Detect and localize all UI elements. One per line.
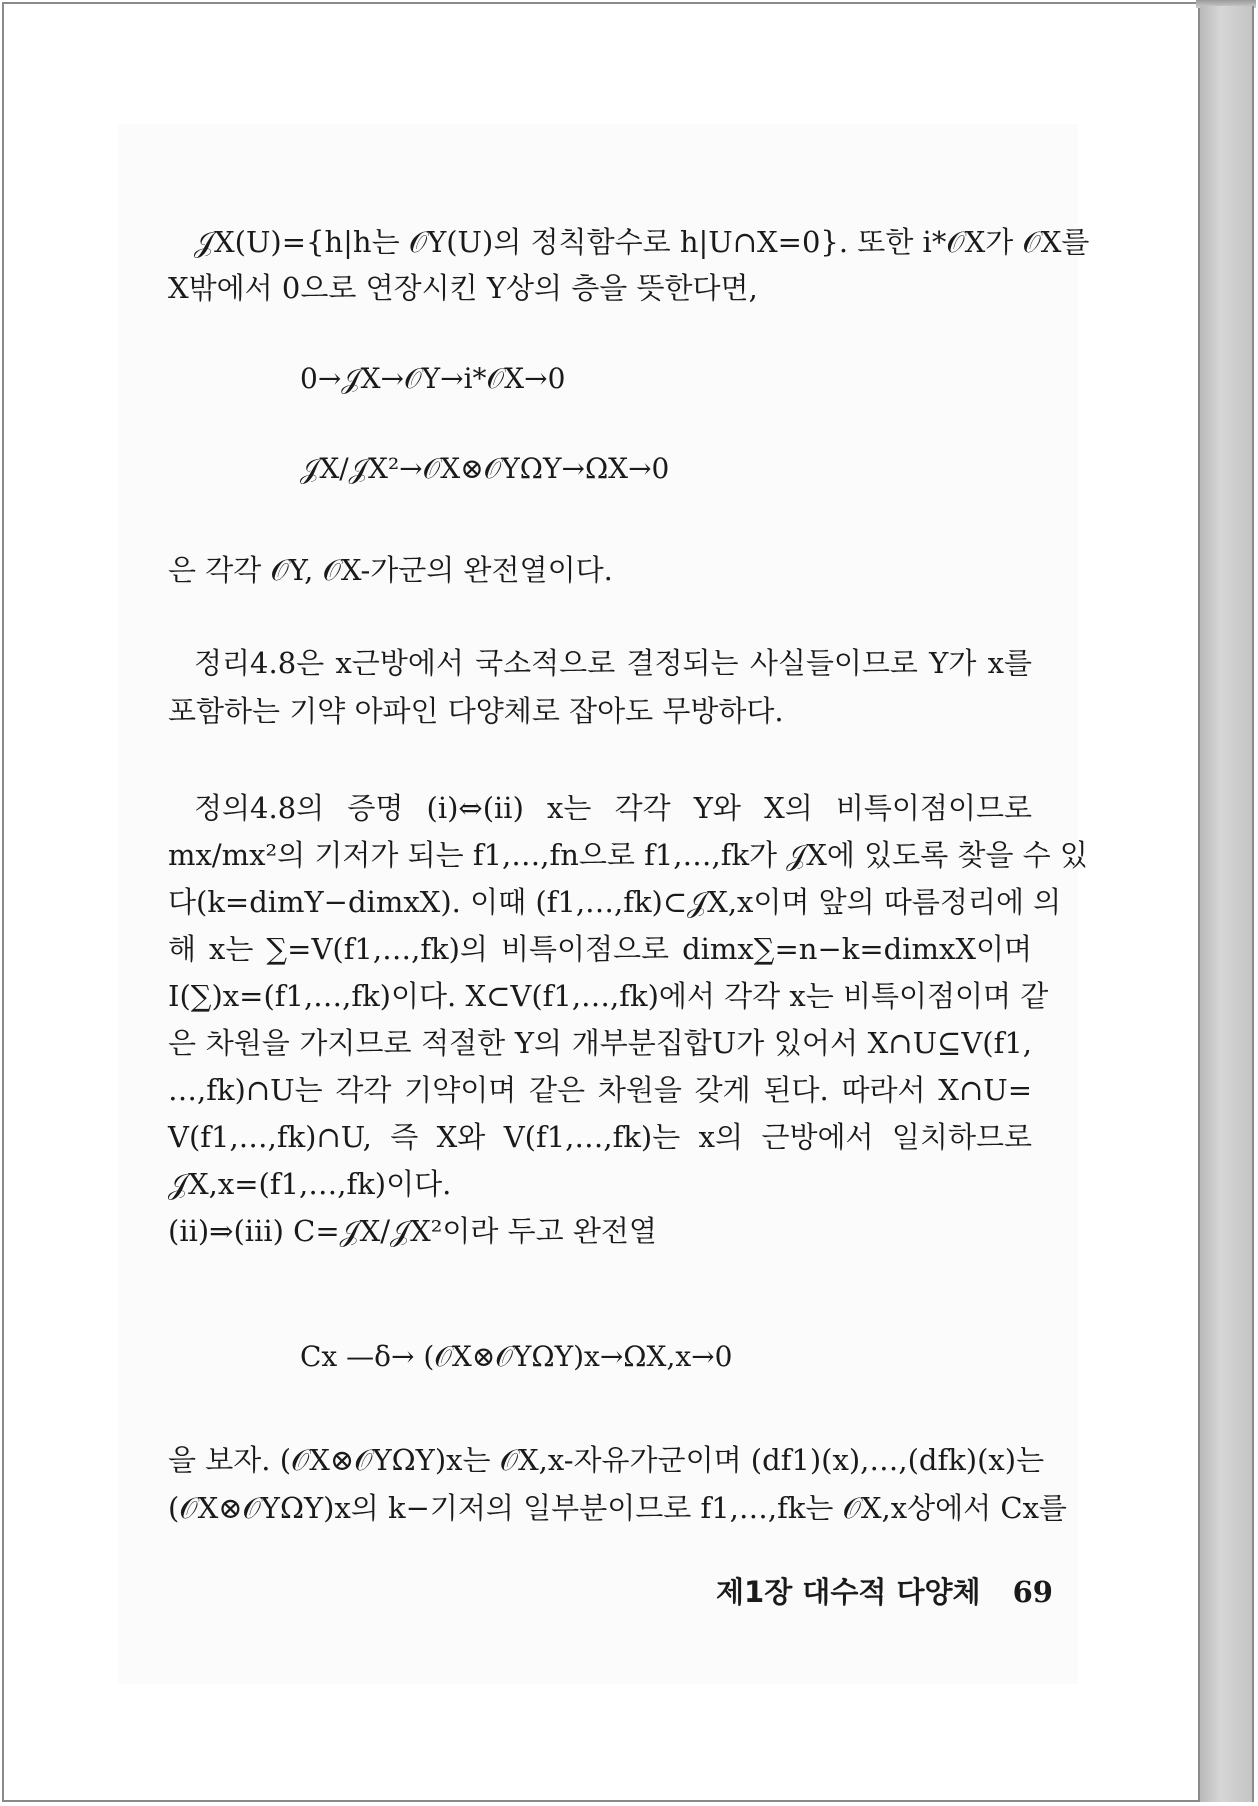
text-line: 은 각각 𝒪Y, 𝒪X-가군의 완전열이다. [168, 553, 613, 587]
text-line: …,fk)∩U는 각각 기약이며 같은 차원을 갖게 된다. 따라서 X∩U= [168, 1073, 1032, 1107]
text-line: 해 x는 ∑=V(f1,…,fk)의 비특이점으로 dimx∑=n−k=dimxX이며 [168, 932, 1032, 966]
display-equation: 𝒥X/𝒥X²→𝒪X⊗𝒪YΩY→ΩX→0 [300, 452, 670, 485]
text-line: X밖에서 0으로 연장시킨 Y상의 층을 뜻한다면, [168, 271, 758, 305]
text-line: (ii)⇒(iii) C=𝒥X/𝒥X²이라 두고 완전열 [168, 1214, 657, 1248]
text-line: (𝒪X⊗𝒪YΩY)x의 k−기저의 일부분이므로 f1,…,fk는 𝒪X,x상에서 Cx를 [168, 1491, 1067, 1525]
text-line: 을 보자. (𝒪X⊗𝒪YΩY)x는 𝒪X,x-자유가군이며 (df1)(x),…,(dfk)(x)는 [168, 1443, 1045, 1477]
text-line: I(∑)x=(f1,…,fk)이다. X⊂V(f1,…,fk)에서 각각 x는 비특이점이며 같 [168, 979, 1049, 1013]
display-equation: 0→𝒥X→𝒪Y→i*𝒪X→0 [300, 362, 566, 395]
page-number: 69 [1012, 1575, 1053, 1609]
chapter-title: 제1장 대수적 다양체 [716, 1575, 981, 1609]
text-line: 𝒥X(U)={h|h는 𝒪Y(U)의 정칙함수로 h|U∩X=0}. 또한 i*𝒪X가 𝒪X를 [194, 225, 1090, 259]
text-line: 포함하는 기약 아파인 다양체로 잡아도 무방하다. [168, 694, 784, 728]
text-line: 다(k=dimY−dimxX). 이때 (f1,…,fk)⊂𝒥X,x이며 앞의 따름정리에 의 [168, 885, 1062, 919]
text-line: 정리4.8은 x근방에서 국소적으로 결정되는 사실들이므로 Y가 x를 [194, 646, 1032, 680]
text-line: V(f1,…,fk)∩U, 즉 X와 V(f1,…,fk)는 x의 근방에서 일치하므로 [168, 1120, 1032, 1154]
text-line: mx/mx²의 기저가 되는 f1,…,fn으로 f1,…,fk가 𝒥X에 있도록 찾을 수 있 [168, 838, 1088, 872]
text-line: 𝒥X,x=(f1,…,fk)이다. [168, 1167, 452, 1201]
display-equation: Cx —δ→ (𝒪X⊗𝒪YΩY)x→ΩX,x→0 [300, 1340, 733, 1373]
book-spine [1200, 6, 1254, 1802]
page-footer [716, 1570, 1053, 1611]
text-line: 정의4.8의 증명 (i)⇔(ii) x는 각각 Y와 X의 비특이점이므로 [194, 791, 1032, 825]
text-line: 은 차원을 가지므로 적절한 Y의 개부분집합U가 있어서 X∩U⊆V(f1, [168, 1026, 1032, 1060]
